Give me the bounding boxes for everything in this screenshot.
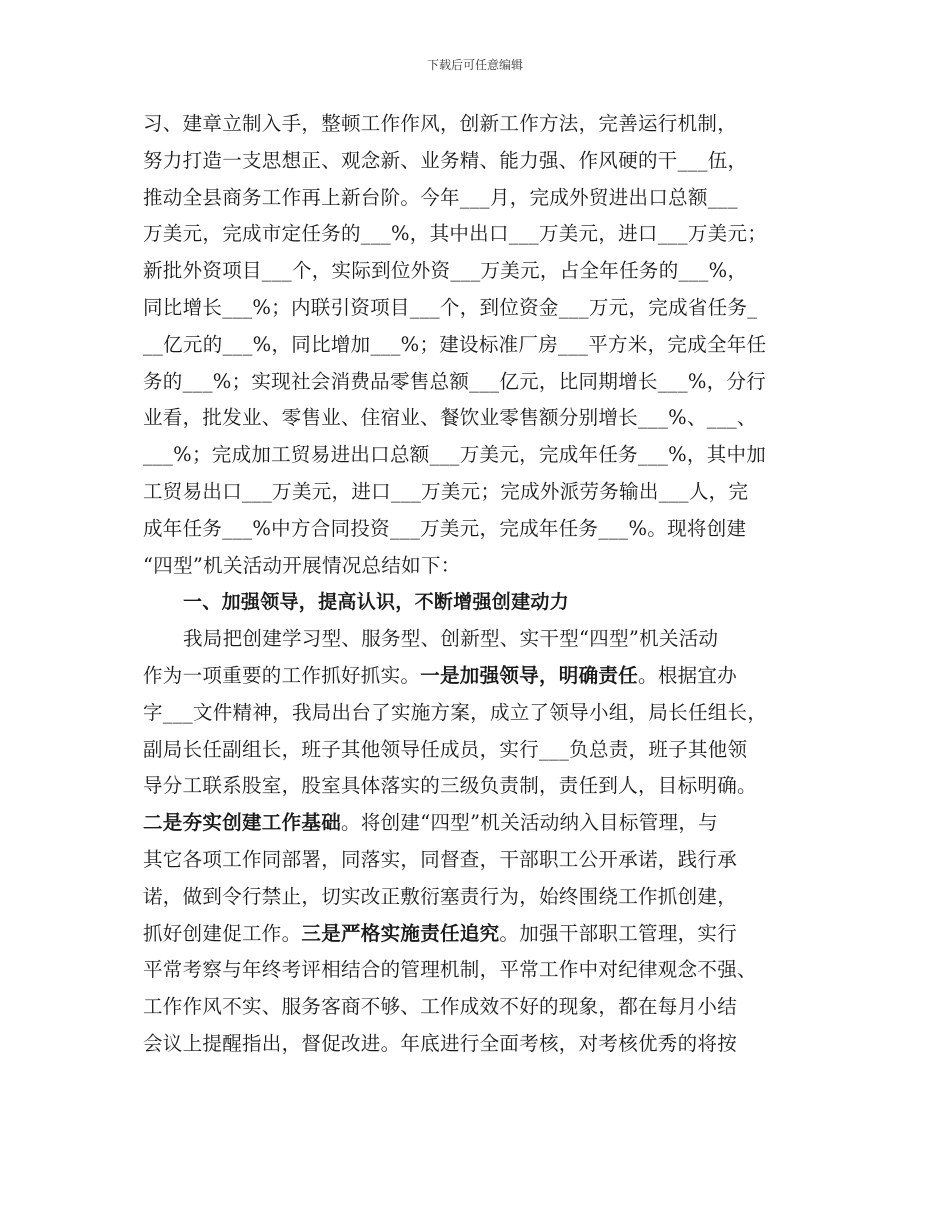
text-line: 习、建章立制入手，整顿工作作风，创新工作方法，完善运行机制， [143,112,738,135]
text-line: 新批外资项目___个，实际到位外资___万美元，占全年任务的___%， [143,259,748,283]
text-run: 。根据宜办 [638,663,738,687]
text-line: 字___文件精神，我局出台了实施方案，成立了领导小组，局长任组长， [143,700,768,724]
text-line: 副局长任副组长，班子其他领导任成员，实行___负总责，班子其他领 [143,737,748,761]
text-line: 诺，做到令行禁止，切实改正敷衍塞责行为，始终围绕工作抓创建， [143,884,738,908]
text-line: 务的___%；实现社会消费品零售总额___亿元，比同期增长___%，分行 [143,369,767,393]
text-line [143,805,813,842]
section-heading: 一、加强领导，提高认识，不断增强创建动力 [183,591,570,614]
bold-run: 二是夯实创建工作基础 [143,811,342,835]
text-line: “四型”机关活动开展情况总结如下： [143,553,461,577]
text-run: 。加强干部职工管理，实行 [499,921,738,945]
text-line: 努力打造一支思想正、观念新、业务精、能力强、作风硬的干___伍， [143,148,748,172]
text-line: 会议上提醒指出，督促改进。年底进行全面考核，对考核优秀的将按 [143,1031,738,1055]
text-line: 工作作风不实、服务客商不够、工作成效不好的现象，都在每月小结 [143,995,738,1019]
text-line: 成年任务___%中方合同投资___万美元，完成年任务___%。现将创建 [143,516,747,540]
text-line: 推动全县商务工作再上新台阶。今年___月，完成外贸进出口总额___ [143,185,738,209]
text-line: 同比增长___%；内联引资项目___个，到位资金___万元，完成省任务_ [143,295,758,319]
text-line: 业看，批发业、零售业、住宿业、餐饮业零售额分别增长___%、___、 [143,406,757,430]
document-body [143,106,813,1063]
text-run: 抓好创建促工作。 [143,921,302,945]
text-line: __亿元的___%，同比增加___%；建设标准厂房___平方米，完成全年任 [143,332,767,356]
text-line [143,916,813,953]
bold-run: 一是加强领导，明确责任 [420,663,639,687]
text-run: 。将创建“四型”机关活动纳入目标管理，与 [341,811,718,835]
text-line [143,658,813,695]
text-run: 作为一项重要的工作抓好抓实。 [143,663,421,687]
text-line: 平常考察与年终考评相结合的管理机制，平常工作中对纪律观念不强、 [143,958,757,982]
text-line: 其它各项工作同部署，同落实，同督查，干部职工公开承诺，践行承 [143,847,738,871]
bold-run: 三是严格实施责任追究 [301,921,500,945]
text-line: 万美元，完成市定任务的___%，其中出口___万美元，进口___万美元； [143,222,768,246]
text-line: 工贸易出口___万美元，进口___万美元；完成外派劳务输出___人，完 [143,479,749,503]
paragraph-first-line: 我局把创建学习型、服务型、创新型、实干型“四型”机关活动 [183,627,719,651]
text-line: 导分工联系股室，股室具体落实的三级负责制，责任到人，目标明确。 [143,774,757,798]
text-line: ___%；完成加工贸易进出口总额___万美元，完成年任务___%，其中加 [143,443,767,467]
page-header: 下载后可任意编辑 [426,58,523,72]
